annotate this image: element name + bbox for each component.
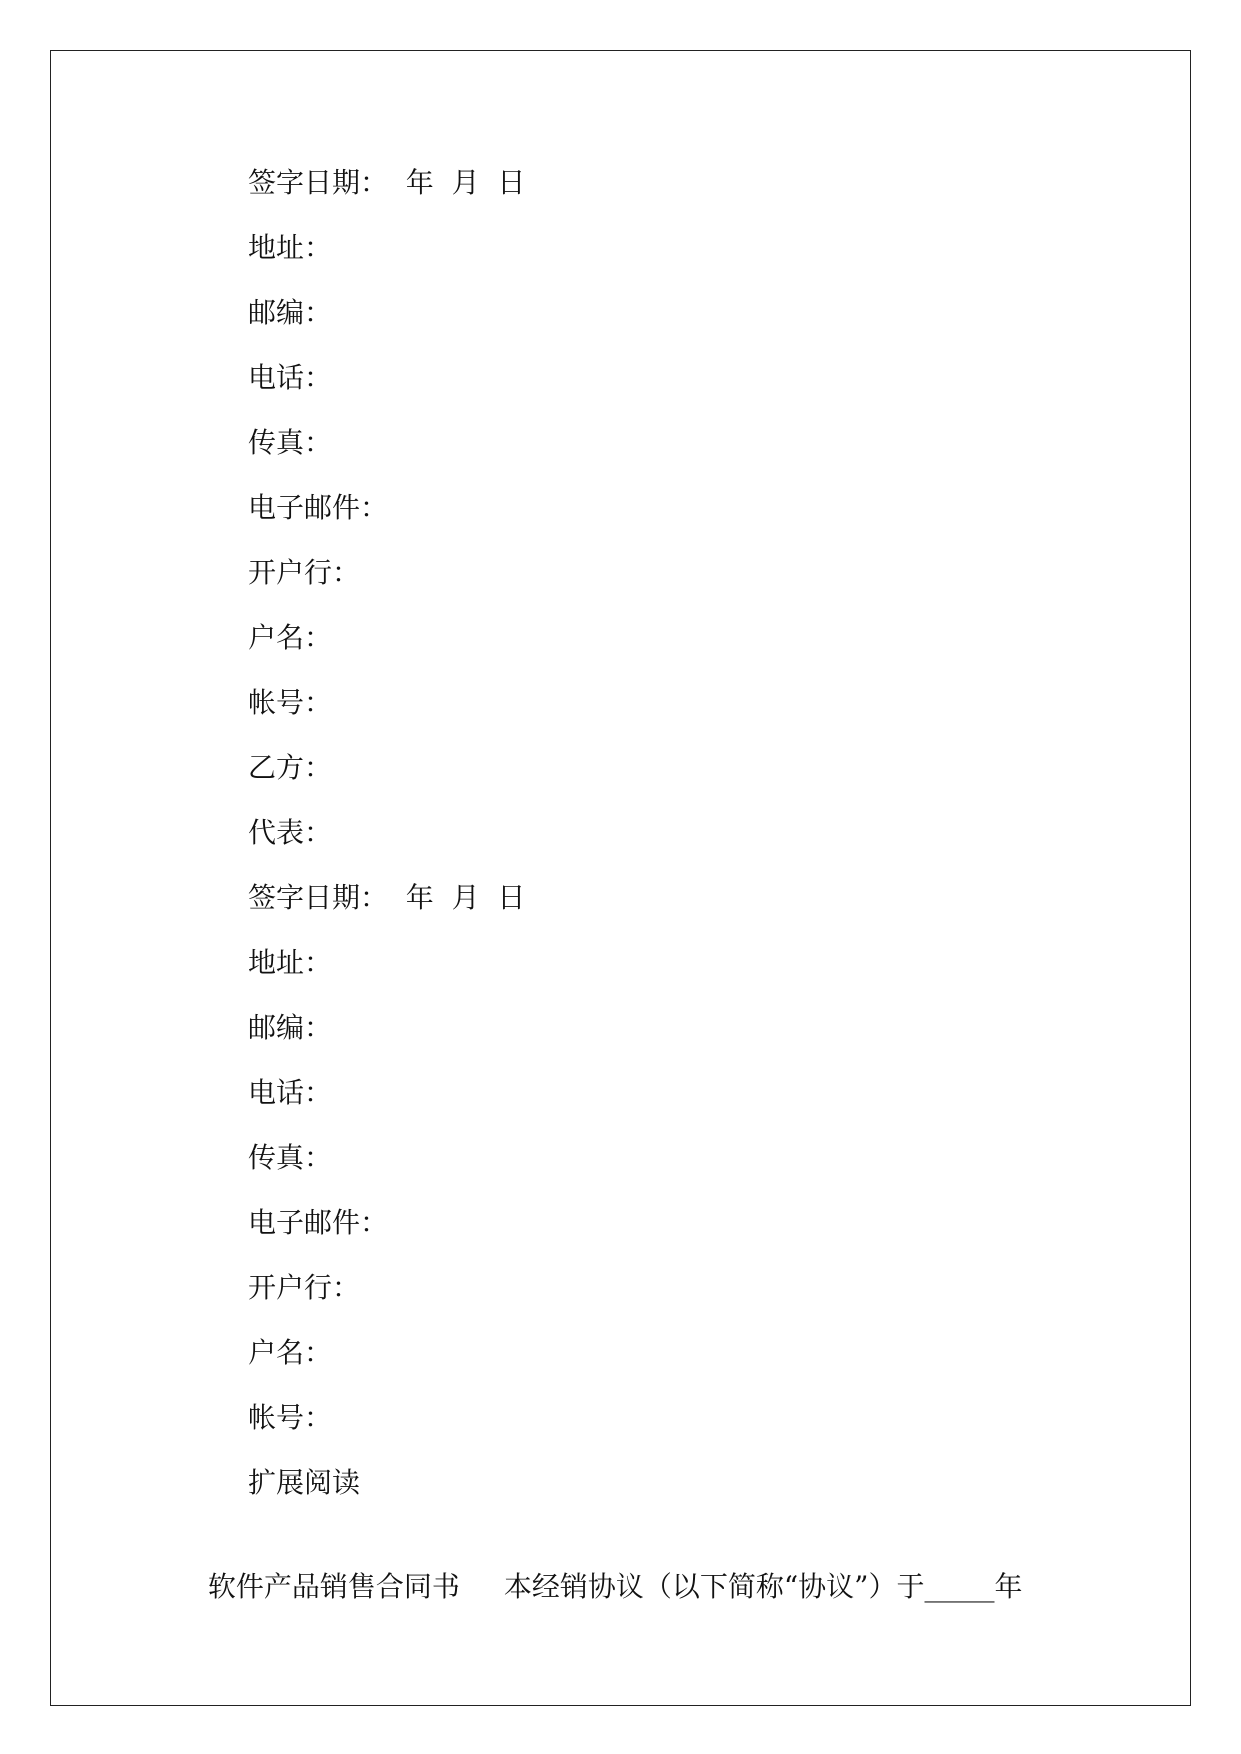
related-article-excerpt: 本经销协议（以下简称“协议”）于_____年 bbox=[503, 1570, 1023, 1603]
related-article-title: 软件产品销售合同书 bbox=[207, 1570, 460, 1603]
postcode-label-party-a: 邮编： bbox=[248, 296, 333, 329]
bank-label-party-a: 开户行： bbox=[248, 556, 361, 589]
address-label-party-b: 地址： bbox=[248, 946, 333, 979]
phone-label-party-a: 电话： bbox=[248, 361, 333, 394]
signature-date-label-party-b: 签字日期： 年 月 日 bbox=[248, 881, 526, 914]
signature-date-label-party-a: 签字日期： 年 月 日 bbox=[248, 166, 526, 199]
phone-label-party-b: 电话： bbox=[248, 1076, 333, 1109]
fax-label-party-b: 传真： bbox=[248, 1141, 333, 1174]
fax-label-party-a: 传真： bbox=[248, 426, 333, 459]
postcode-label-party-b: 邮编： bbox=[248, 1011, 333, 1044]
further-reading-heading: 扩展阅读 bbox=[248, 1466, 361, 1499]
account-name-label-party-a: 户名： bbox=[248, 621, 333, 654]
page-frame bbox=[50, 50, 1191, 1706]
account-number-label-party-a: 帐号： bbox=[248, 686, 333, 719]
email-label-party-b: 电子邮件： bbox=[248, 1206, 389, 1239]
email-label-party-a: 电子邮件： bbox=[248, 491, 389, 524]
party-b-label: 乙方： bbox=[248, 751, 333, 784]
related-article-line bbox=[190, 1533, 1022, 1605]
bank-label-party-b: 开户行： bbox=[248, 1271, 361, 1304]
representative-label-party-b: 代表： bbox=[248, 816, 333, 849]
account-name-label-party-b: 户名： bbox=[248, 1336, 333, 1369]
address-label-party-a: 地址： bbox=[248, 231, 333, 264]
account-number-label-party-b: 帐号： bbox=[248, 1401, 333, 1434]
